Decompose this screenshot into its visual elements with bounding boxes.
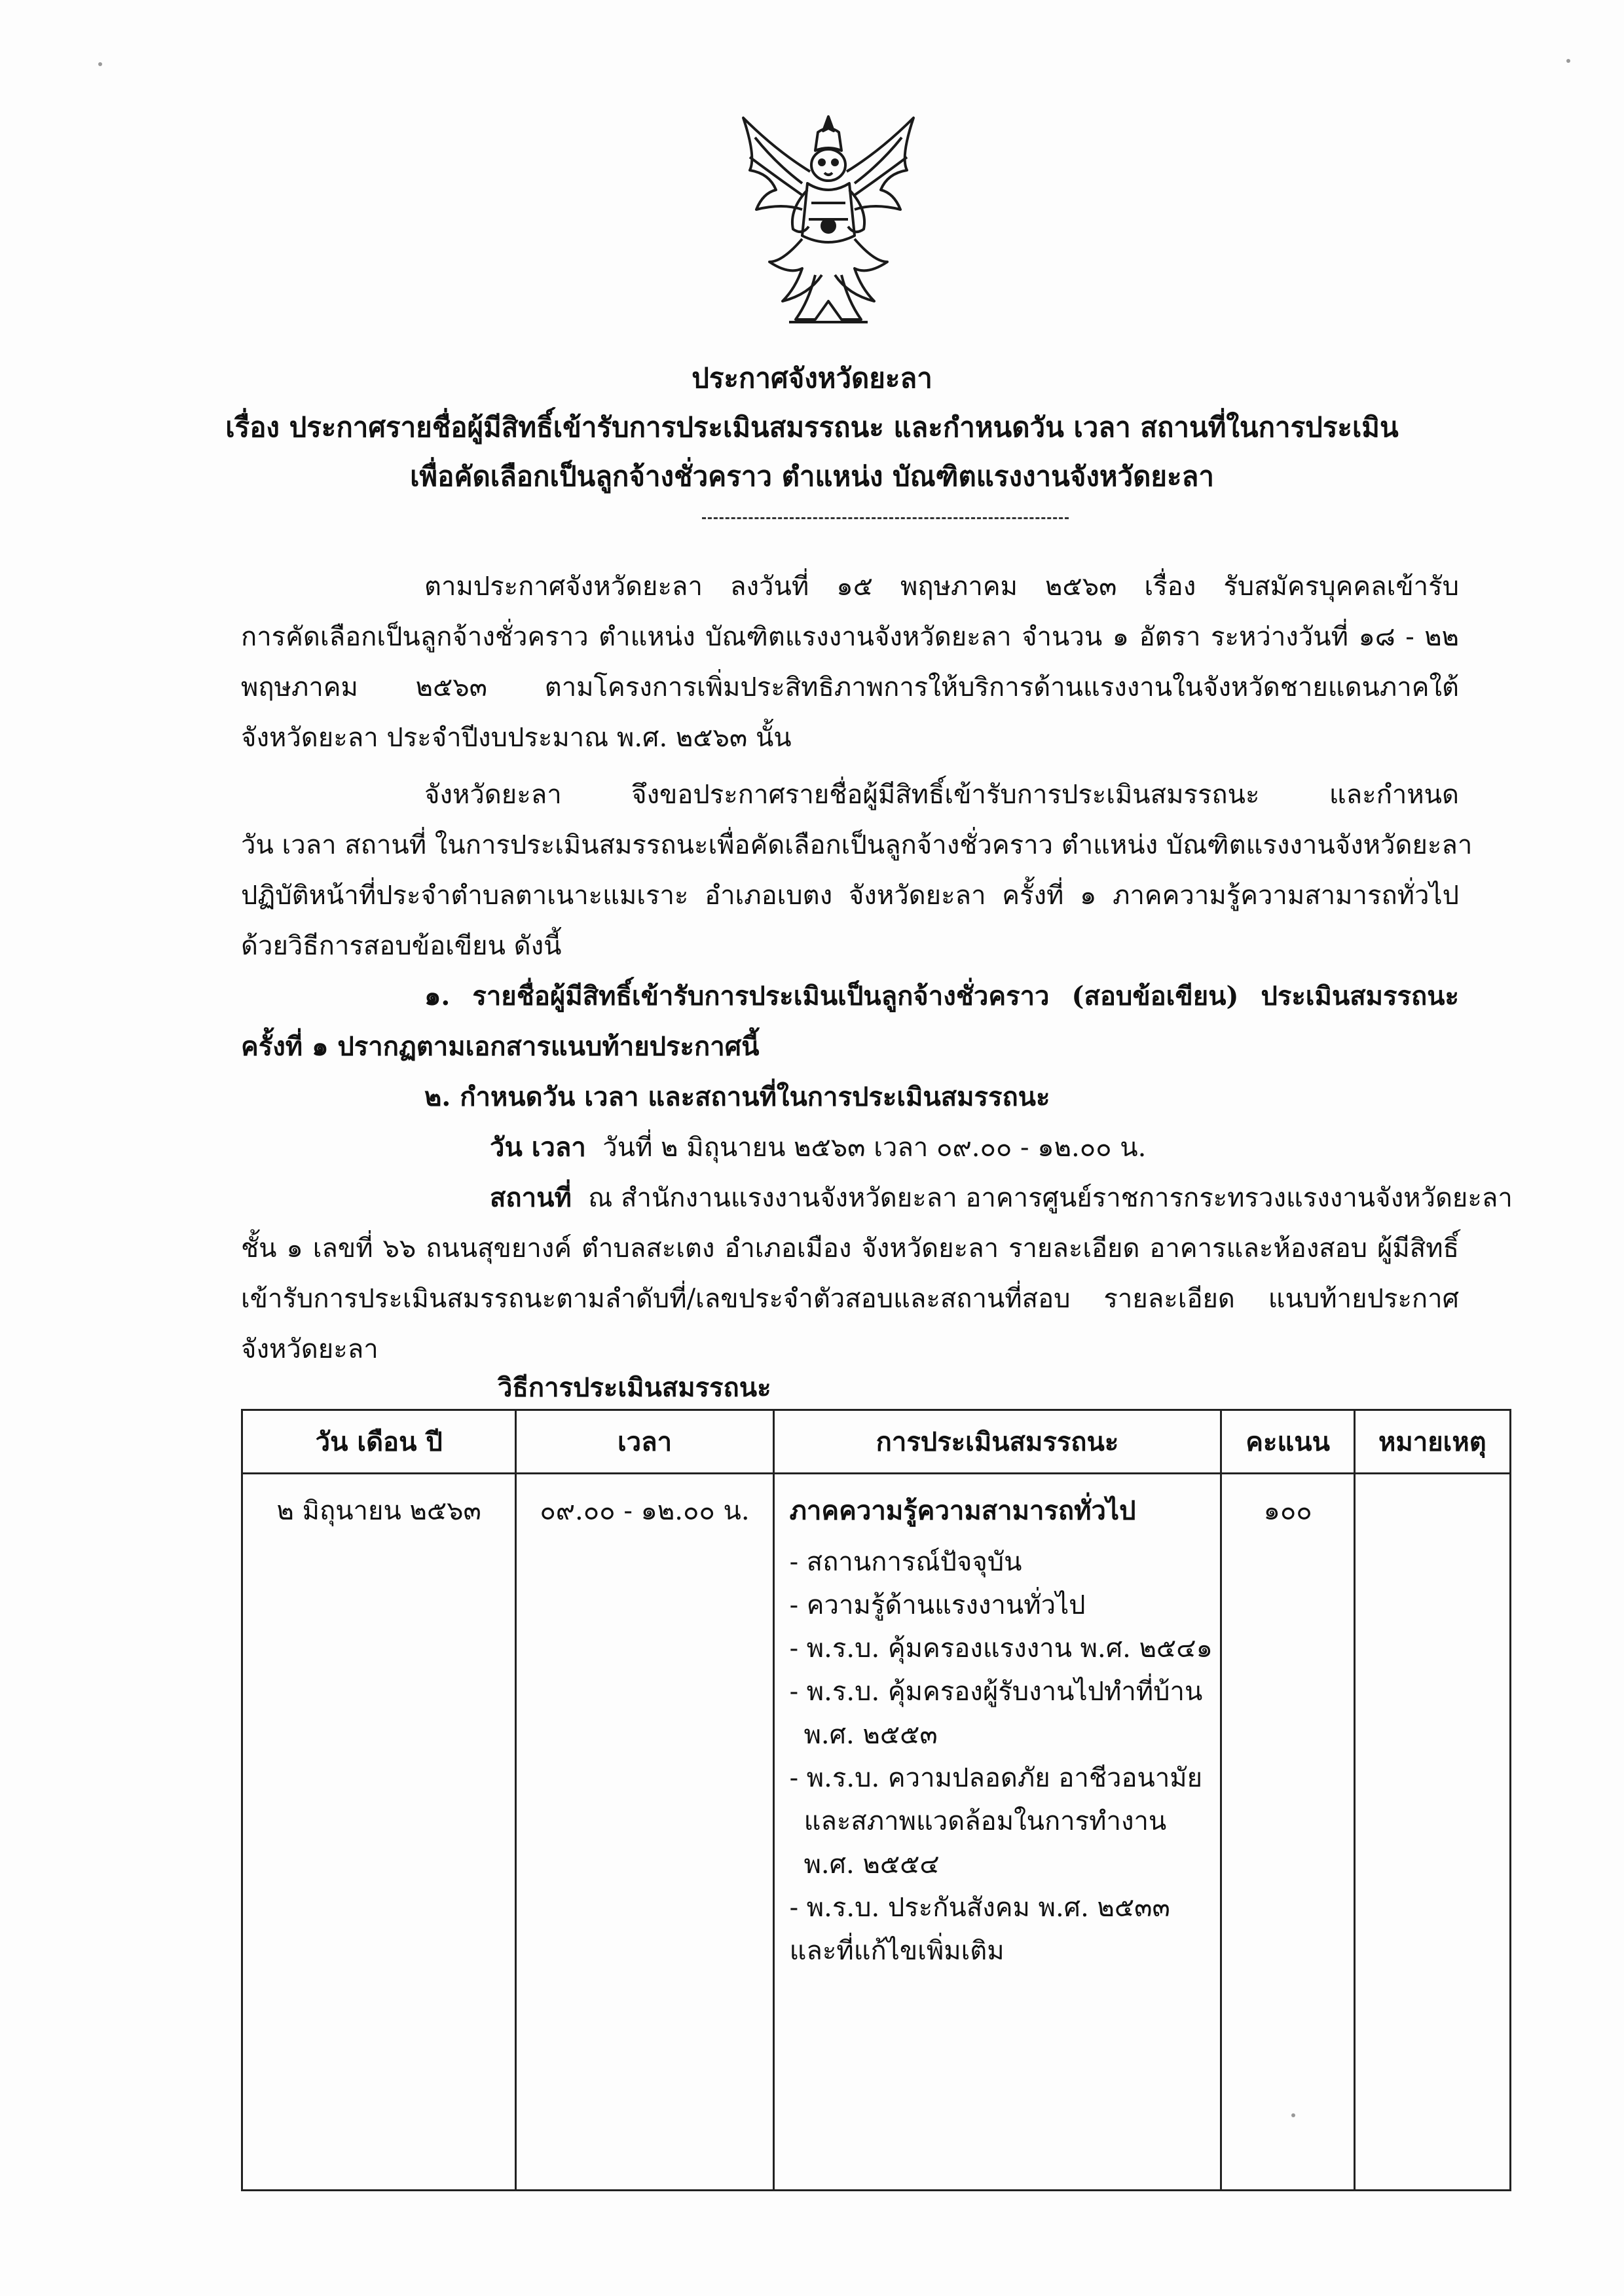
header-date: วัน เดือน ปี xyxy=(242,1410,516,1474)
topic-line: - ความรู้ด้านแรงงานทั่วไป xyxy=(789,1590,1086,1620)
assessment-table xyxy=(241,1409,1511,2191)
topic-line: - พ.ร.บ. ความปลอดภัย อาชีวอนามัย xyxy=(789,1763,1203,1793)
topic-item xyxy=(790,1584,1213,1627)
table-row xyxy=(242,1474,1511,2191)
score-value: ๑๐๐ xyxy=(1263,1496,1312,1526)
place-row xyxy=(490,1182,1513,1213)
cell-score xyxy=(1221,1474,1354,2191)
topic-item xyxy=(790,1886,1213,1973)
topic-item xyxy=(790,1627,1213,1670)
scan-speck xyxy=(98,62,102,66)
topic-line: - พ.ร.บ. ประกันสังคม พ.ศ. ๒๕๓๓ xyxy=(789,1893,1170,1923)
para1-line: พฤษภาคม ๒๕๖๓ ตามโครงการเพิ่มประสิทธิภาพการให้บริการด้านแรงงานในจังหวัดชายแดนภาคใต้ xyxy=(241,672,1459,702)
header-assessment: การประเมินสมรรถนะ xyxy=(773,1410,1221,1474)
date-value: ๒ มิถุนายน ๒๕๖๓ xyxy=(276,1496,481,1526)
datetime-label: วัน เวลา xyxy=(490,1132,586,1163)
cell-note xyxy=(1354,1474,1510,2191)
topic-line: และที่แก้ไขเพิ่มเติม xyxy=(789,1936,1005,1966)
note-value xyxy=(1356,1475,1509,1489)
table-caption: วิธีการประเมินสมรรถนะ xyxy=(498,1372,771,1403)
place-line: ชั้น ๑ เลขที่ ๖๖ ถนนสุขยางค์ ตำบลสะเตง อำเภอเมือง จังหวัดยะลา รายละเอียด อาคารและห้องสอบ ผู้มีสิทธิ์ xyxy=(241,1233,1459,1264)
scan-speck xyxy=(1566,59,1570,63)
header-note: หมายเหตุ xyxy=(1354,1410,1510,1474)
para1-line: การคัดเลือกเป็นลูกจ้างชั่วคราว ตำแหน่ง บัณฑิตแรงงานจังหวัดยะลา จำนวน ๑ อัตรา ระหว่างวันที่ ๑๘ - ๒๒ xyxy=(241,622,1459,652)
topic-line: พ.ศ. ๒๕๕๓ xyxy=(803,1720,938,1750)
place-label: สถานที่ xyxy=(490,1182,572,1213)
header-score: คะแนน xyxy=(1221,1410,1354,1474)
topic-item xyxy=(790,1757,1213,1886)
item2-line: ๒. กำหนดวัน เวลา และสถานที่ในการประเมินสมรรถนะ xyxy=(424,1082,1050,1112)
topic-item xyxy=(790,1540,1213,1584)
topic-line: - สถานการณ์ปัจจุบัน xyxy=(789,1547,1022,1577)
place-line: จังหวัดยะลา xyxy=(241,1334,378,1364)
scan-speck xyxy=(1291,2113,1295,2117)
time-value: ๐๙.๐๐ - ๑๒.๐๐ น. xyxy=(540,1496,750,1526)
assessment-title: ภาคความรู้ความสามารถทั่วไป xyxy=(789,1495,1136,1526)
header-time: เวลา xyxy=(516,1410,773,1474)
place-line: เข้ารับการประเมินสมรรถนะตามลำดับที่/เลขประจำตัวสอบและสถานที่สอบ รายละเอียด แนบท้ายประกาศ xyxy=(241,1284,1459,1314)
separator-line xyxy=(702,517,1069,519)
cell-assessment xyxy=(773,1474,1221,2191)
subject-line-2: เพื่อคัดเลือกเป็นลูกจ้างชั่วคราว ตำแหน่ง บัณฑิตแรงงานจังหวัดยะลา xyxy=(410,460,1214,492)
para2-line: จังหวัดยะลา จึงขอประกาศรายชื่อผู้มีสิทธิ์เข้ารับการประเมินสมรรถนะ และกำหนด xyxy=(424,780,1459,810)
para2-line: วัน เวลา สถานที่ ในการประเมินสมรรถนะเพื่อคัดเลือกเป็นลูกจ้างชั่วคราว ตำแหน่ง บัณฑิตแรงงานจังหวัดยะลา xyxy=(241,830,1473,860)
para1-line: ตามประกาศจังหวัดยะลา ลงวันที่ ๑๕ พฤษภาคม ๒๕๖๓ เรื่อง รับสมัครบุคคลเข้ารับ xyxy=(424,572,1459,602)
datetime-row xyxy=(490,1132,1147,1163)
para1-line: จังหวัดยะลา ประจำปีงบประมาณ พ.ศ. ๒๕๖๓ นั้น xyxy=(241,723,792,753)
topic-line: - พ.ร.บ. คุ้มครองผู้รับงานไปทำที่บ้าน xyxy=(789,1677,1203,1707)
place-line: ณ สำนักงานแรงงานจังหวัดยะลา อาคารศูนย์ราชการกระทรวงแรงงานจังหวัดยะลา xyxy=(588,1183,1513,1213)
table-header-row xyxy=(242,1410,1511,1474)
garuda-emblem-icon xyxy=(730,111,927,327)
announcement-heading: ประกาศจังหวัดยะลา xyxy=(692,362,932,394)
topic-item xyxy=(790,1670,1213,1757)
para2-line: ปฏิบัติหน้าที่ประจำตำบลตาเนาะแมเราะ อำเภอเบตง จังหวัดยะลา ครั้งที่ ๑ ภาคความรู้ความสามารถทั่วไป xyxy=(241,881,1459,911)
item1-line: ๑. รายชื่อผู้มีสิทธิ์เข้ารับการประเมินเป็นลูกจ้างชั่วคราว (สอบข้อเขียน) ประเมินสมรรถนะ xyxy=(424,981,1459,1011)
topic-line: - พ.ร.บ. คุ้มครองแรงงาน พ.ศ. ๒๕๔๑ xyxy=(789,1633,1213,1664)
topic-line: และสภาพแวดล้อมในการทำงาน xyxy=(803,1806,1167,1836)
para2-line: ด้วยวิธีการสอบข้อเขียน ดังนี้ xyxy=(241,931,562,961)
item1-line: ครั้งที่ ๑ ปรากฏตามเอกสารแนบท้ายประกาศนี้ xyxy=(241,1031,760,1062)
cell-time xyxy=(516,1474,773,2191)
datetime-value: วันที่ ๒ มิถุนายน ๒๕๖๓ เวลา ๐๙.๐๐ - ๑๒.๐๐ น. xyxy=(602,1133,1147,1163)
subject-line-1: เรื่อง ประกาศรายชื่อผู้มีสิทธิ์เข้ารับการประเมินสมรรถนะ และกำหนดวัน เวลา สถานที่ในการประเมิน xyxy=(225,411,1399,443)
cell-date xyxy=(242,1474,516,2191)
topic-line: พ.ศ. ๒๕๕๔ xyxy=(803,1850,940,1880)
